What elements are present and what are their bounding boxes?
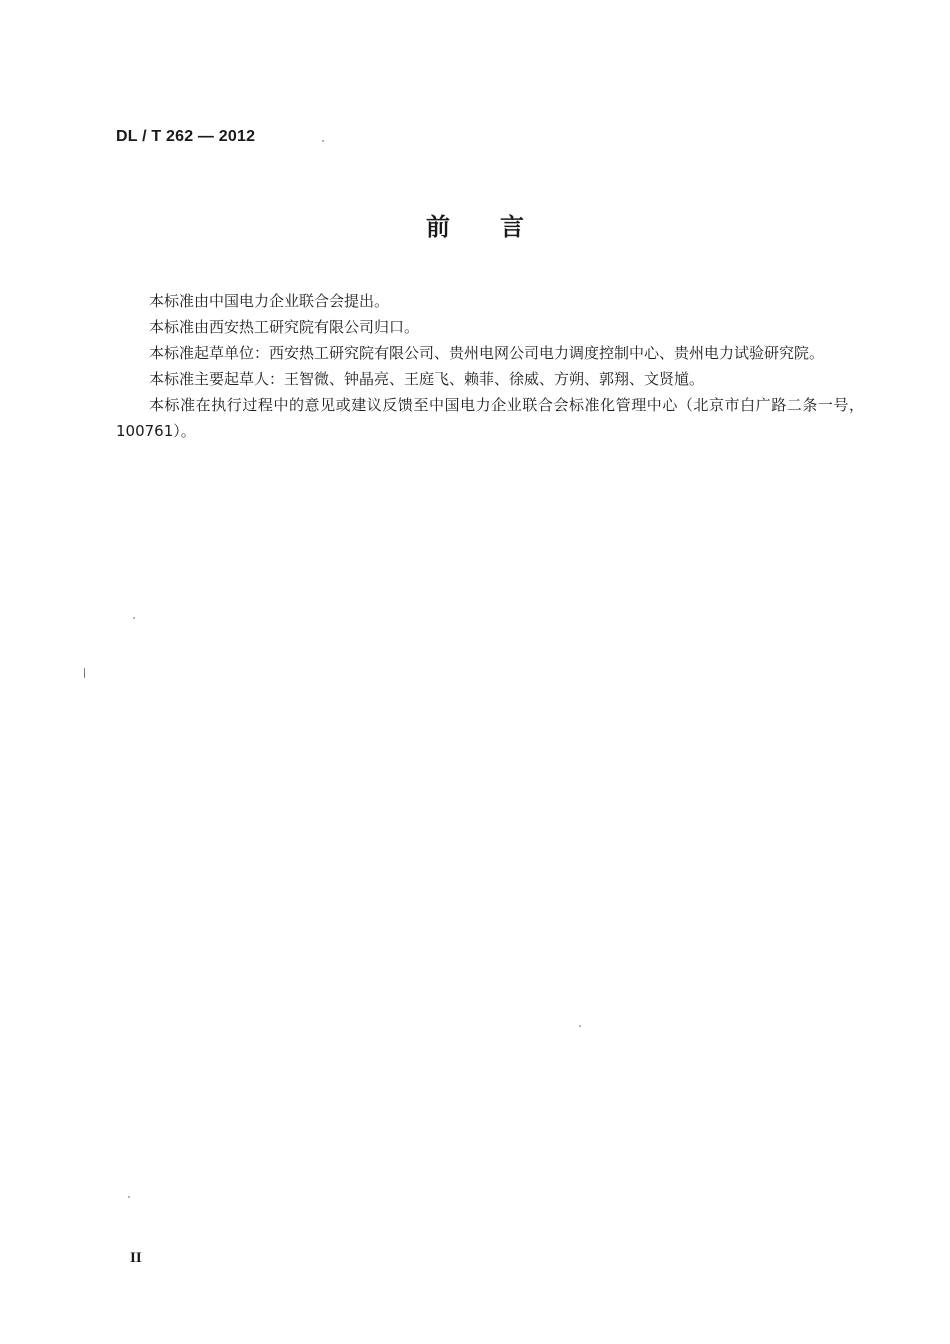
- scan-speck: [128, 1196, 130, 1198]
- paragraph-administrator: 本标准由西安热工研究院有限公司归口。: [149, 318, 420, 336]
- scan-speck: [322, 140, 324, 142]
- paragraph-drafting-units: 本标准起草单位：西安热工研究院有限公司、贵州电网公司电力调度控制中心、贵州电力试验研究院。: [149, 344, 825, 362]
- paragraph-drafters: 本标准主要起草人：王智微、钟晶亮、王庭飞、赖菲、徐威、方朔、郭翔、文贤馗。: [149, 370, 705, 388]
- scan-speck: [84, 668, 85, 678]
- scan-speck: [579, 1025, 581, 1027]
- scan-speck: [133, 617, 135, 619]
- preface-body: [116, 288, 864, 444]
- preface-title-char-2: 言: [500, 213, 524, 241]
- preface-title: [0, 210, 950, 244]
- paragraph-feedback: 本标准在执行过程中的意见或建议反馈至中国电力企业联合会标准化管理中心（北京市白广路二条一号，100761）。: [116, 396, 864, 440]
- standard-code-header: DL / T 262 — 2012: [116, 128, 256, 145]
- page-number: II: [130, 1250, 142, 1266]
- paragraph-proposer: 本标准由中国电力企业联合会提出。: [149, 292, 390, 310]
- preface-title-char-1: 前: [426, 213, 450, 241]
